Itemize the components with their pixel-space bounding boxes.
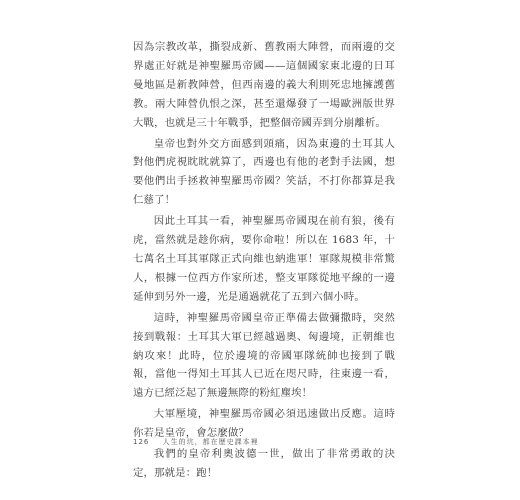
page-footer [133,437,259,447]
running-title: 人生的坑，都在歷史課本裡 [162,438,259,446]
paragraph-1: 因為宗教改革，撕裂成新、舊教兩大陣營，而兩邊的交界處正好就是神聖羅馬帝國——這個國家東北邊的日耳曼地區是新教陣營，但西南邊的義大利則死忠地擁護舊教。兩大陣營仇恨之深，甚至還爆發了一場歐洲版世界大戰，也就是三十年戰爭，把整個帝國弄到分崩離析。 [133,41,395,129]
page-number: 126 [133,438,150,446]
paragraph-3: 因此土耳其一看，神聖羅馬帝國現在前有狼，後有虎，當然就是趁你病，要你命啦！所以在 1683 年，十七萬名土耳其軍隊正式向維也納進軍！軍隊規模非常驚人，根據一位西方作家所述，整支軍隊從地平線的一邊延伸到另外一邊，光是通過就花了五到六個小時。 [133,215,395,303]
body-text [133,38,395,485]
paragraph-6: 我們的皇帝利奧波德一世，做出了非常勇敢的決定，那就是：跑！ [133,448,395,479]
paragraph-5: 大軍壓境，神聖羅馬帝國必須迅速做出反應。這時你若是皇帝，會怎麼做？ [133,408,395,440]
paragraph-2: 皇帝也對外交方面感到頭痛，因為東邊的土耳其人對他們虎視眈眈就算了，西邊也有他的老對手法國，想要他們出手拯救神聖羅馬帝國？笑話，不打你都算是我仁慈了！ [133,137,395,207]
paragraph-4: 這時，神聖羅馬帝國皇帝正準備去做彌撒時，突然接到戰報：土耳其大軍已經越過奧、匈邊境，正朝維也納攻來！此時，位於邊境的帝國軍隊統帥也接到了戰報，當他一得知土耳其人已近在咫尺時，往東邊一看，遠方已經泛起了無邊無際的粉紅塵埃！ [133,311,395,400]
